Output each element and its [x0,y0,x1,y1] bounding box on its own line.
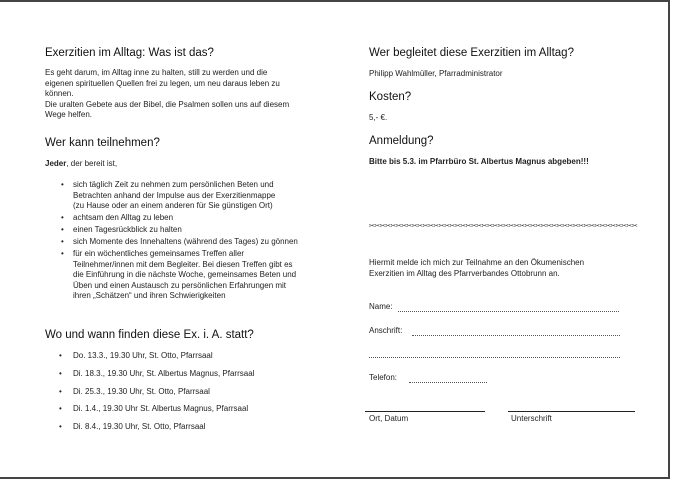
place-date-label: Ort, Datum [369,414,409,423]
cost-text: 5,- €. [369,113,388,122]
heading-what-is-it: Exerzitien im Alltag: Was ist das? [45,47,214,59]
address-field[interactable] [412,335,620,336]
list-item-line: ihren „Schätzen“ und ihren Schwierigkeiten [73,291,226,301]
date-text: Di. 18.3., 19.30 Uhr, St. Albertus Magnus, Pfarrsaal [73,369,255,378]
date-item [59,404,249,413]
list-item-line: Üben und einen Austausch zu persönlichen Erfahrungen mit [73,280,287,290]
list-item-line: sich täglich Zeit zu nehmen zum persönlichen Beten und [73,180,274,189]
heading-registration: Anmeldung? [369,135,434,147]
registration-statement [369,258,649,279]
registration-line: Exerzitien im Alltag des Pfarrverbandes Ottobrunn an. [369,268,560,278]
list-item-line: Betrachten anhand der Impulse aus der Exerzitienmappe [73,190,276,200]
intro-line: eigenen spirituellen Quellen frei zu legen, um neu daraus leben zu [45,78,280,88]
list-item-line: Teilnehmer/innen mit dem Begleiter. Bei diesen Treffen gibt es [73,259,293,269]
who-rest: , der bereit ist, [66,159,118,168]
signature-line[interactable] [508,411,635,412]
who-bold: Jeder [45,159,67,168]
leader-name: Philipp Wahlmüller, Pfarradministrator [369,69,503,78]
list-item-line: die Einführung in die nächste Woche, gemeinsames Beten und [73,270,297,280]
bullet-icon: • [59,351,62,360]
bullet-icon: • [59,369,62,378]
place-date-line[interactable] [365,411,485,412]
date-text: Di. 8.4., 19.30 Uhr, St. Otto, Pfarrsaal [73,422,206,431]
phone-label: Telefon: [369,373,398,382]
bullet-icon: • [61,180,64,189]
list-item [61,213,333,224]
bullet-icon: • [61,213,64,222]
deadline-text: Bitte bis 5.3. im Pfarrbüro St. Albertus Magnus abgeben!!! [369,157,589,166]
intro-paragraph [45,68,325,121]
bullet-icon: • [61,237,64,246]
bullet-icon: • [59,387,62,396]
list-item [61,180,333,212]
list-item-line: einen Tagesrückblick zu halten [73,225,182,234]
name-field[interactable] [398,311,619,312]
address-field-line-2[interactable] [369,357,620,358]
signature-label: Unterschrift [511,414,552,423]
list-item-line: für ein wöchentliches gemeinsames Treffen aller [73,249,245,258]
date-item [59,422,206,431]
intro-line: Die uralten Gebete aus der Bibel, die Psalmen sollen uns auf diesem [45,99,290,109]
list-item-line: sich Momente des Innehaltens (während des Tages) zu gönnen [73,237,298,246]
heading-who-can-join: Wer kann teilnehmen? [45,137,160,149]
top-border [0,0,669,2]
intro-line: Wege helfen. [45,110,92,120]
date-text: Do. 13.3., 19.30 Uhr, St. Otto, Pfarrsaal [73,351,213,360]
heading-companion: Wer begleitet diese Exerzitien im Alltag? [369,47,574,59]
date-item [59,369,255,378]
address-label: Anschrift: [369,326,403,335]
list-item-line: (zu Hause oder an einem anderen für Sie günstigen Ort) [73,201,273,211]
heading-costs: Kosten? [369,91,412,103]
intro-line: können. [45,89,74,99]
list-item [61,237,333,248]
bottom-border [0,477,670,479]
date-item [59,351,213,360]
bullet-icon: • [61,249,64,258]
phone-field[interactable] [409,382,487,383]
heading-where-when: Wo und wann finden diese Ex. i. A. statt? [45,329,254,341]
list-item-line: achtsam den Alltag zu leben [73,213,174,222]
bullet-icon: • [61,225,64,234]
registration-line: Hiermit melde ich mich zur Teilnahme an den Ökumenischen [369,258,585,267]
name-label: Name: [369,302,393,311]
date-item [59,387,210,396]
scissors-cut-line: ✂✂✂✂✂✂✂✂✂✂✂✂✂✂✂✂✂✂✂✂✂✂✂✂✂✂✂✂✂✂✂✂✂✂✂✂✂✂✂✂✂✂✂✂✂✂✂✂✂✂ [369,223,638,230]
date-text: Di. 1.4., 19.30 Uhr St. Albertus Magnus, Pfarrsaal [73,404,249,413]
intro-line: Es geht darum, im Alltag inne zu halten, still zu werden und die [45,68,268,77]
bullet-icon: • [59,422,62,431]
date-text: Di. 25.3., 19.30 Uhr, St. Otto, Pfarrsaal [73,387,210,396]
right-border [668,0,670,478]
bullet-icon: • [59,404,62,413]
list-item [61,225,333,236]
list-item [61,249,333,302]
who-line [45,159,117,170]
